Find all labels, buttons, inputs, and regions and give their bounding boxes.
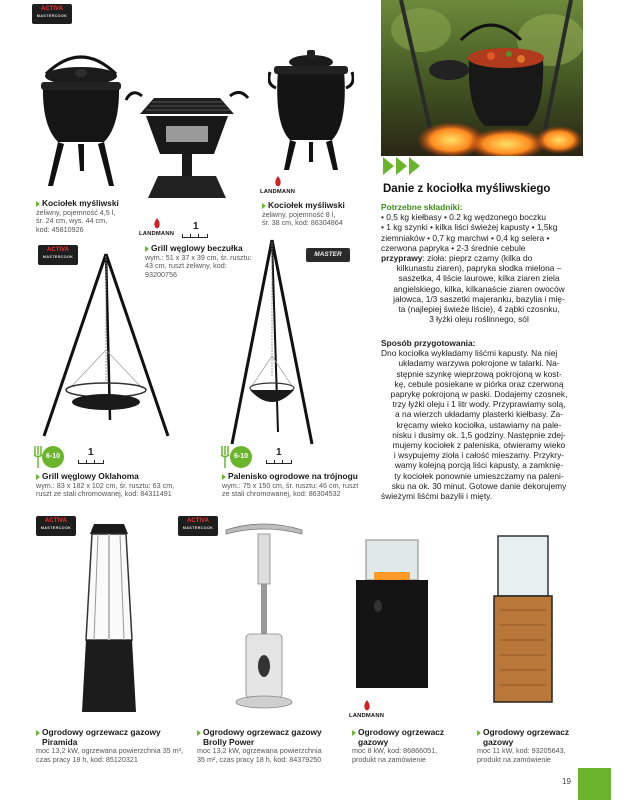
size-ruler [78,460,104,464]
product-caption: Ogrodowy ogrzewacz gazowy Piramida moc 13,2 kW, ogrzewana powierzchnia 35 m², czas pracy 18 h, kod: 85120321 [36,728,196,764]
product-caption: Kociołek myśliwski żeliwny, pojemność 4,5 l, śr. 24 cm, wys. 44 cm, kod: 45810926 [36,199,136,234]
product-caption: Grill węglowy beczułka wym.: 51 x 37 x 39 cm, śr. rusztu: 43 cm, ruszt żeliwny, kod: 93200756 [145,244,257,279]
size-indicator: 1 [276,447,282,458]
master-logo: MASTER [306,248,350,262]
activa-logo: ACTIVA MASTERCOOK [178,516,218,536]
recipe-photo [381,0,583,156]
brolly-heater-image [222,516,306,712]
product-caption: Ogrodowy ogrzewacz gazowy moc 11 kW, kod: 93205643, produkt na zamówienie [477,728,597,764]
size-indicator: 1 [88,447,94,458]
product-caption: Kociołek myśliwski żeliwny, pojemność 8 l, śr. 38 cm, kod: 86304864 [262,201,372,228]
persons-badge: 6-10 [230,446,252,468]
kociolek-image-2 [268,44,354,174]
arrows-icon [383,157,422,180]
size-ruler [182,234,208,238]
product-name: Ogrodowy ogrzewacz gazowy Brolly Power [197,728,347,747]
persons-badge: 6-10 [42,446,64,468]
product-name: Kociołek myśliwski [262,201,372,211]
piramida-heater-image [74,520,144,716]
activa-logo: ACTIVA MASTERCOOK [38,245,78,265]
method-header: Sposób przygotowania: [381,338,476,348]
green-page-tab [578,768,611,800]
product-name: Ogrodowy ogrzewacz gazowy Piramida [36,728,196,747]
landmann-logo: LANDMANN [260,176,295,195]
spices-label: przyprawy [381,253,423,264]
product-name: Kociołek myśliwski [36,199,136,209]
product-caption: Grill węglowy Oklahoma wym.: 83 x 182 x 102 cm, śr. rusztu: 63 cm, ruszt ze stali chromowanej, kod: 84311491 [36,472,206,499]
activa-logo: ACTIVA MASTERCOOK [32,4,72,24]
recipe-title: Danie z kociołka myśliwskiego [383,183,551,195]
ogrzewacz-4-image [488,530,558,708]
kociolek-image-1 [28,46,134,196]
cutlery-icon [220,446,230,468]
ogrzewacz-3-image [352,536,432,692]
grill-beczulka-image [122,80,252,204]
product-caption: Ogrodowy ogrzewacz gazowy moc 8 kW, kod: 86866051, produkt na zamówienie [352,728,472,764]
landmann-logo: LANDMANN [139,218,174,237]
product-caption: Palenisko ogrodowe na trójnogu wym.: 75 x 150 cm, śr. rusztu: 46 cm, ruszt ze stali chromowanej, kod: 86304532 [222,472,372,499]
ingredients-header: Potrzebne składniki: [381,202,463,212]
product-caption: Ogrodowy ogrzewacz gazowy Brolly Power moc 13,2 kW, ogrzewana powierzchnia 35 m², czas pracy 18 h, kod: 84379250 [197,728,347,764]
size-indicator: 1 [193,221,199,232]
product-name: Grill węglowy beczułka [145,244,257,254]
product-name: Ogrodowy ogrzewacz gazowy [477,728,597,747]
product-name: Palenisko ogrodowe na trójnogu [222,472,372,482]
size-ruler [266,460,292,464]
page-number: 19 [562,777,571,786]
product-name: Grill węglowy Oklahoma [36,472,206,482]
landmann-logo: LANDMANN [349,700,384,719]
recipe-ingredients: Potrzebne składniki: • 0,5 kg kiełbasy • 0.2 kg wędzonego boczku • 1 kg szynki • kilka liści świeżej kapusty • 1,5kg ziemniaków • 0,7 kg marchwi • 0,4 kg selera • czerwona papryka • 2-3 średnie cebule przyprawy: zioła: pieprz czarny (kilka do kilkunastu ziaren), papryka słodka mielona – saszetka, 4 liście laurowe, kilka ziaren ziela angielskiego, kilka, kilkanaście ziaren owoców jałowca, 1/3 saszetki majeranku, bazylia i mię- ta (najlepiej świeże liście), 4 ząbki czosnku, 3 łyżki oleju roślinnego, sól [381,202,577,324]
activa-logo: ACTIVA MASTERCOOK [36,516,76,536]
recipe-method: Sposób przygotowania: Dno kociołka wykładamy liśćmi kapusty. Na niej układamy warzywa pokrojone w talarki. Na- stępnie szynkę wieprzową pokrojoną w kost- kę, cebule posiekane w piórka oraz czerwoną paprykę pokrojoną w paski. Dodajemy czosnek, trzy łyżki oleju i 1 litr wody. Przyprawiamy solą, a na wierzch układamy plasterki kiełbasy. Za- kręcamy wieko kociołka, ustawiamy na pale- nisku i dusimy ok. 1,5 godziny. Następnie zdej- mujemy kociołek z paleniska, otwieramy wieko i wsypujemy zioła i całość mieszamy. Przykry- wamy kolejną porcją liści kapusty, a zamknię- ty kociołek ponownie umieszczamy na paleni- sku na ok. 30 minut. Gotowe danie dekorujemy świeżymi liśćmi bazylii i mięty. [381,338,577,501]
product-name: Ogrodowy ogrzewacz gazowy [352,728,472,747]
